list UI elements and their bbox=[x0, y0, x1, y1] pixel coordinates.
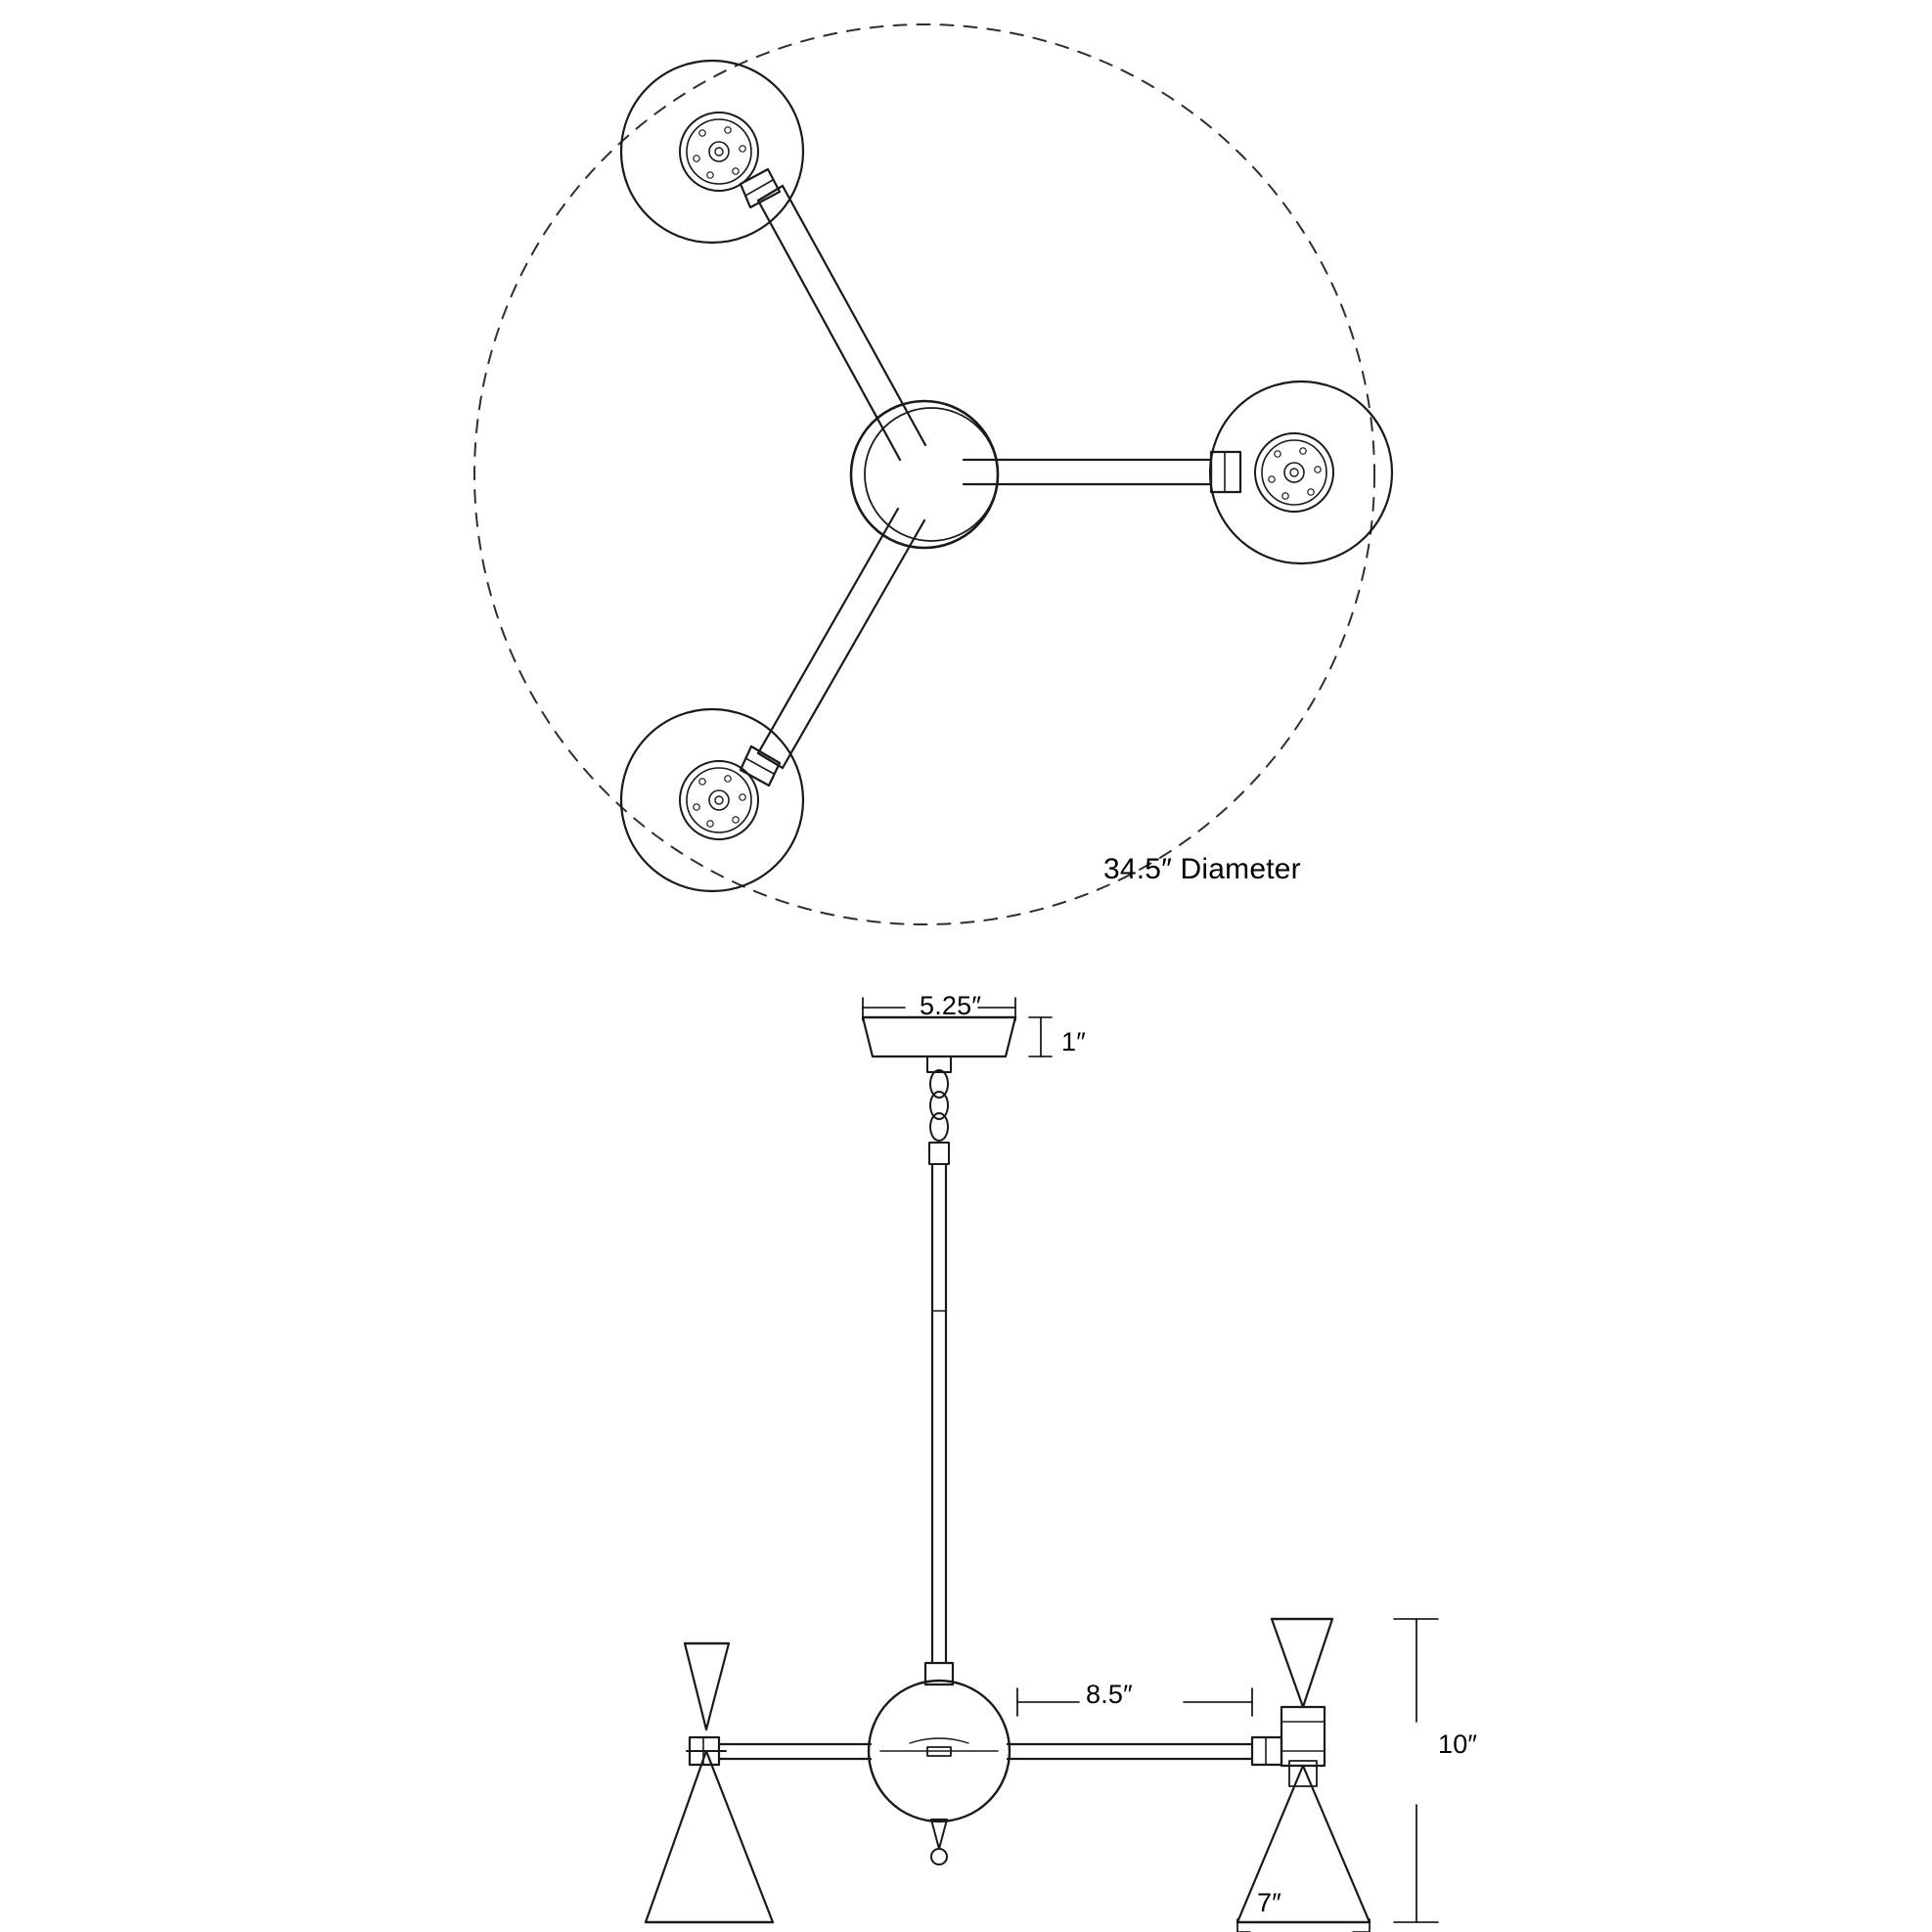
elevation-shade-right bbox=[1237, 1619, 1370, 1922]
dim-shade-height bbox=[1394, 1619, 1438, 1922]
plan-shade-upper-left bbox=[621, 61, 803, 243]
plan-shade-lower-left bbox=[621, 709, 803, 891]
plan-arm-lower-left bbox=[741, 509, 924, 786]
downrod bbox=[925, 1143, 953, 1685]
plan-view bbox=[474, 24, 1392, 924]
dimension-arm-length: 8.5″ bbox=[1086, 1680, 1133, 1709]
dimension-shade-height: 10″ bbox=[1438, 1730, 1478, 1759]
elevation-arm-right bbox=[1008, 1707, 1325, 1766]
elevation-view bbox=[646, 998, 1438, 1932]
plan-arm-right bbox=[964, 452, 1240, 492]
dimension-canopy-width: 5.25″ bbox=[920, 991, 982, 1020]
plan-center-hub bbox=[851, 401, 998, 548]
elevation-shade-left bbox=[646, 1643, 773, 1922]
dimension-overall-diameter: 34.5″ Diameter bbox=[1103, 853, 1301, 885]
elevation-center-hub bbox=[869, 1681, 1010, 1865]
dimension-canopy-height: 1″ bbox=[1061, 1027, 1086, 1056]
dimension-shade-width: 7″ bbox=[1257, 1888, 1281, 1917]
plan-shade-right bbox=[1210, 382, 1392, 563]
dim-canopy-height bbox=[1029, 1017, 1052, 1056]
dim-arm-length bbox=[1017, 1688, 1252, 1716]
canopy bbox=[863, 1017, 1015, 1072]
chain bbox=[930, 1070, 948, 1141]
